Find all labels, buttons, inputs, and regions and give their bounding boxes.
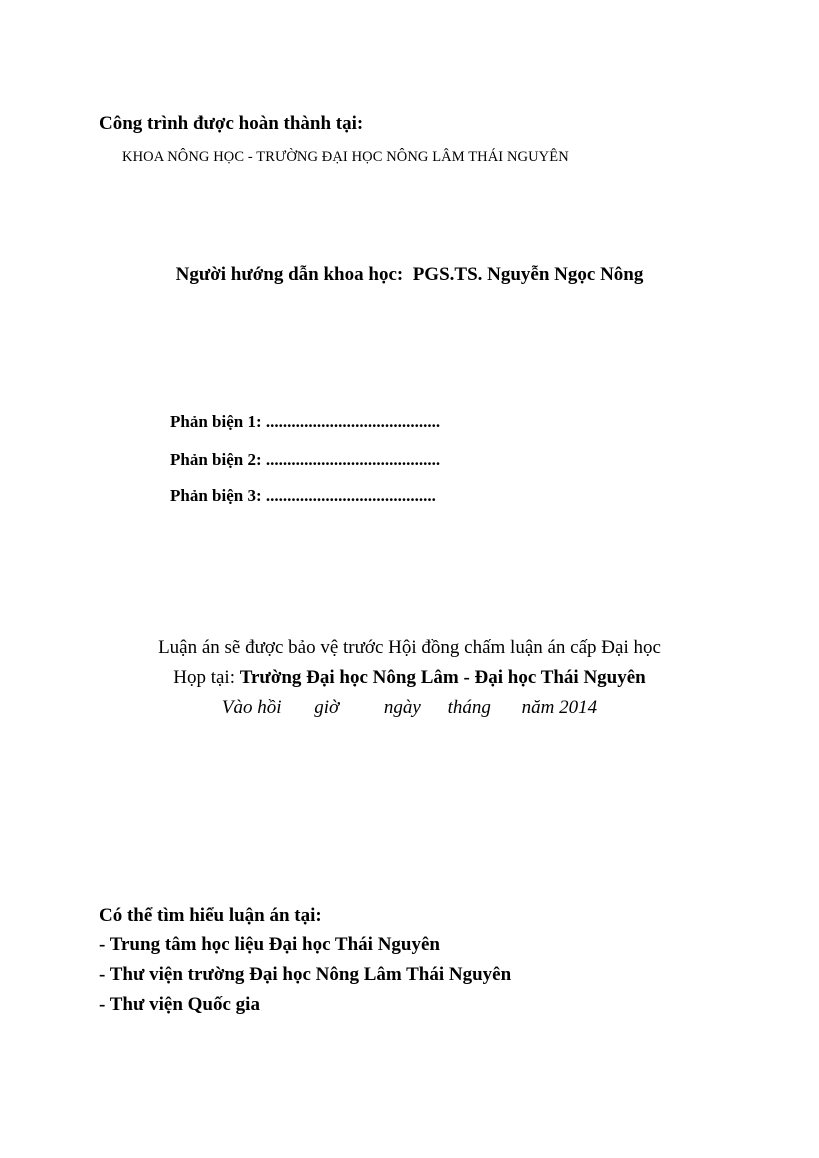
reviewer-placeholder: ......................................... — [265, 450, 441, 469]
library-item: - Thư viện trường Đại học Nông Lâm Thái Nguyên — [99, 964, 512, 985]
libraries-label: Có thể tìm hiểu luận án tại: — [99, 905, 322, 926]
defense-venue-line — [0, 667, 819, 689]
completion-label: Công trình được hoàn thành tại: — [99, 113, 364, 134]
time-part: Vào hồi — [221, 697, 282, 718]
institution-name: KHOA NÔNG HỌC - TRƯỜNG ĐẠI HỌC NÔNG LÂM THÁI NGUYÊN — [122, 149, 569, 165]
time-part: ngày — [383, 697, 421, 718]
reviewer-line — [170, 486, 436, 506]
advisor-line — [0, 264, 819, 286]
reviewer-line — [170, 412, 440, 432]
venue-name: Trường Đại học Nông Lâm - Đại học Thái Nguyên — [239, 667, 646, 688]
venue-label: Họp tại: — [173, 667, 235, 688]
reviewer-placeholder: ........................................ — [265, 486, 436, 505]
reviewer-placeholder: ......................................... — [265, 412, 441, 431]
defense-statement: Luận án sẽ được bảo vệ trước Hội đồng chấm luận án cấp Đại học — [158, 637, 661, 658]
reviewer-label: Phản biện 2: — [170, 450, 262, 469]
time-part: giờ — [314, 697, 340, 718]
defense-time-line — [0, 697, 819, 719]
advisor-name: PGS.TS. Nguyễn Ngọc Nông — [412, 264, 644, 285]
library-item: - Trung tâm học liệu Đại học Thái Nguyên — [99, 934, 440, 955]
reviewer-label: Phản biện 3: — [170, 486, 262, 505]
advisor-label: Người hướng dẫn khoa học: — [175, 264, 404, 285]
library-item: - Thư viện Quốc gia — [99, 994, 260, 1015]
time-part: tháng — [447, 697, 491, 718]
reviewer-line — [170, 450, 440, 470]
reviewer-label: Phản biện 1: — [170, 412, 262, 431]
time-part: năm 2014 — [521, 697, 598, 718]
